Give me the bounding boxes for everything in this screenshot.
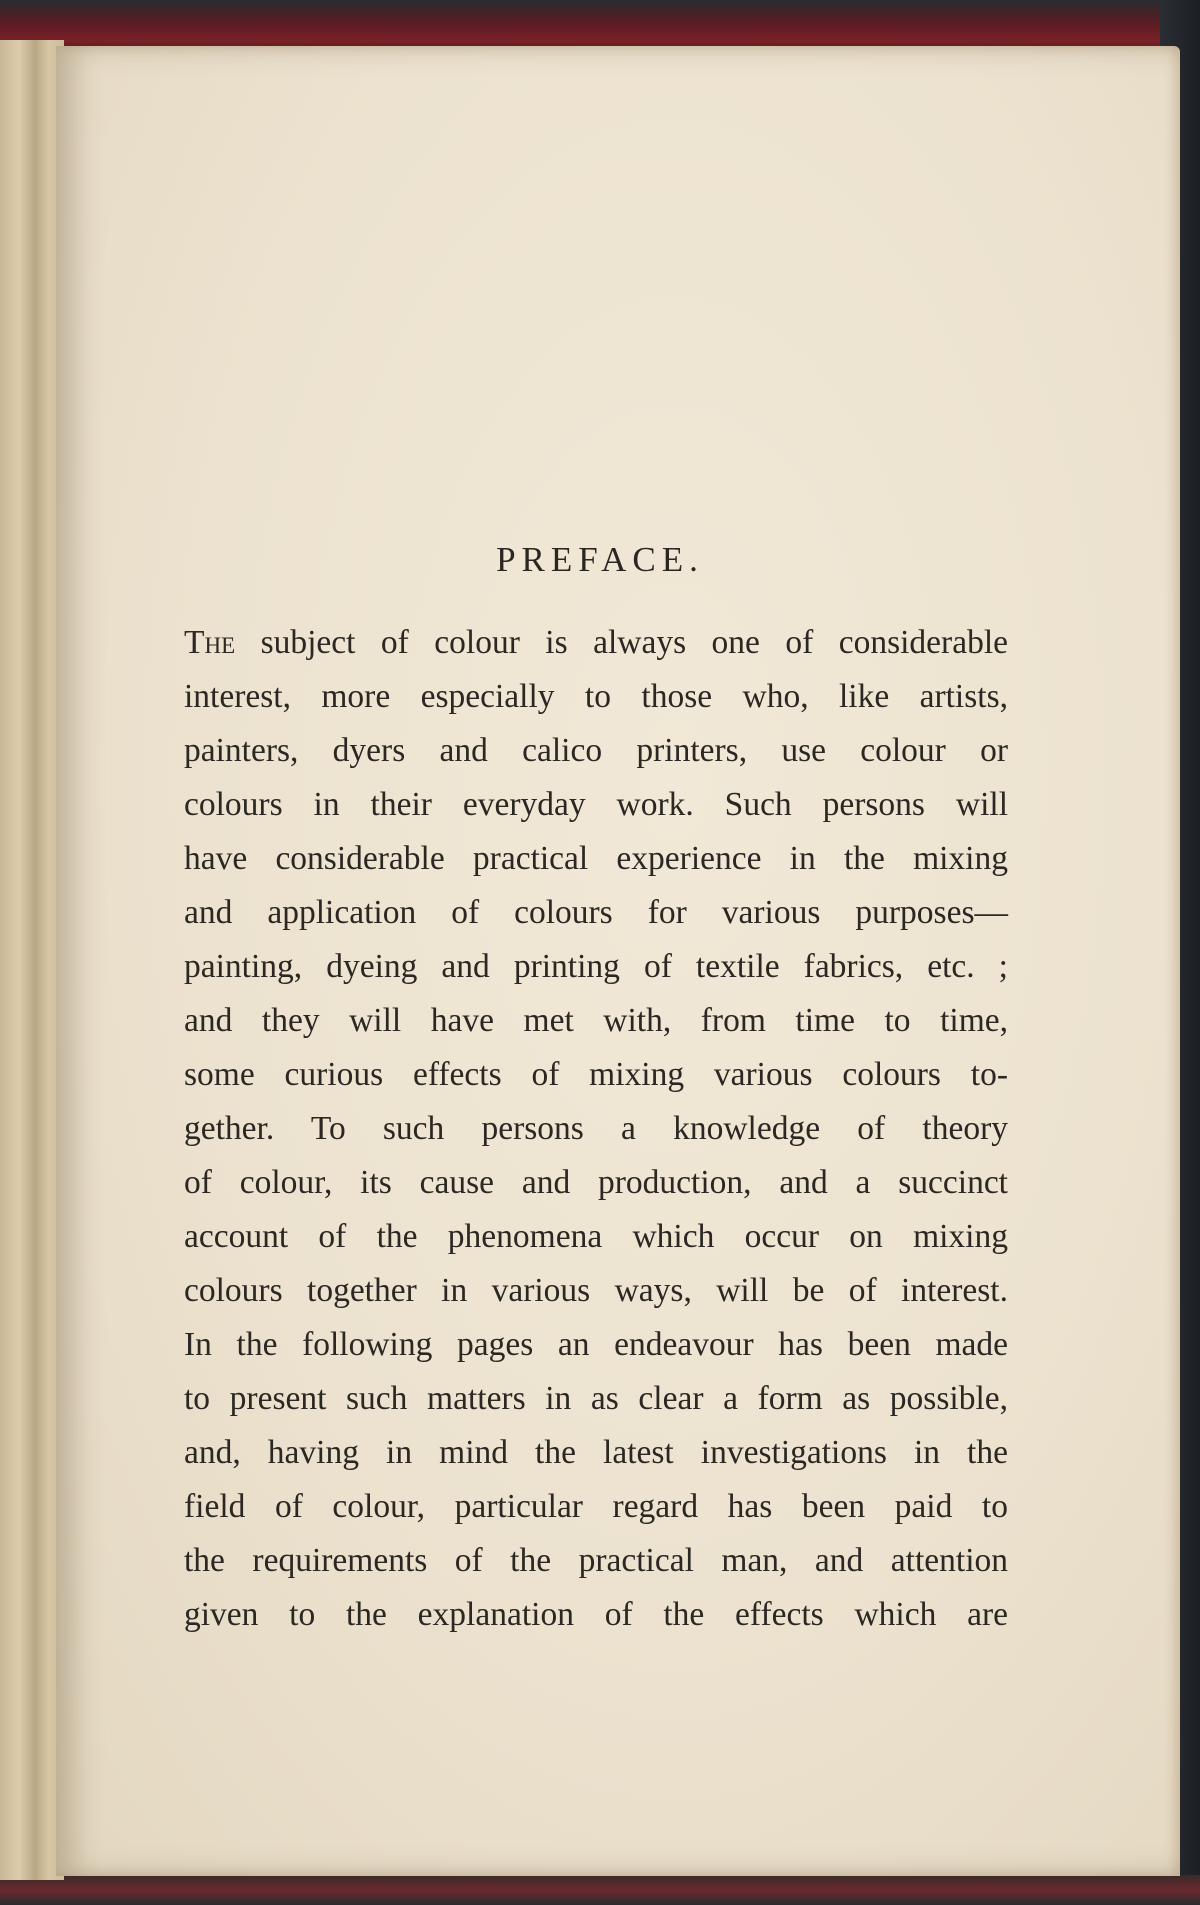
text-line: and, having in mind the latest investigations in the: [184, 1434, 1008, 1471]
first-line-rest: subject of colour is always one of considerable: [260, 624, 1008, 661]
preface-text: [184, 616, 1008, 1642]
text-line: interest, more especially to those who, like artists,: [184, 678, 1008, 715]
text-line: given to the explanation of the effects which are: [184, 1596, 1008, 1633]
text-line: account of the phenomena which occur on mixing: [184, 1218, 1008, 1255]
text-line: have considerable practical experience in the mixing: [184, 840, 1008, 877]
text-line: painting, dyeing and printing of textile fabrics, etc. ;: [184, 948, 1008, 985]
text-line: and they will have met with, from time to time,: [184, 1002, 1008, 1039]
text-line: painters, dyers and calico printers, use colour or: [184, 732, 1008, 769]
book-cover-bottom-edge: [0, 1875, 1200, 1905]
text-line: colours in their everyday work. Such persons will: [184, 786, 1008, 823]
text-line: the requirements of the practical man, and attention: [184, 1542, 1008, 1579]
first-word: The: [184, 624, 236, 661]
text-line: and application of colours for various purposes—: [184, 894, 1008, 931]
page-title: PREFACE.: [496, 540, 704, 579]
text-line: gether. To such persons a knowledge of theory: [184, 1110, 1008, 1147]
text-line: colours together in various ways, will be of interest.: [184, 1272, 1008, 1309]
text-line: field of colour, particular regard has been paid to: [184, 1488, 1008, 1525]
text-line: In the following pages an endeavour has been made: [184, 1326, 1008, 1363]
text-line: of colour, its cause and production, and a succinct: [184, 1164, 1008, 1201]
text-line: [184, 616, 1008, 670]
text-line: to present such matters in as clear a form as possible,: [184, 1380, 1008, 1417]
page-stack-left-edge: [0, 40, 64, 1880]
text-line: some curious effects of mixing various colours to-: [184, 1056, 1008, 1093]
